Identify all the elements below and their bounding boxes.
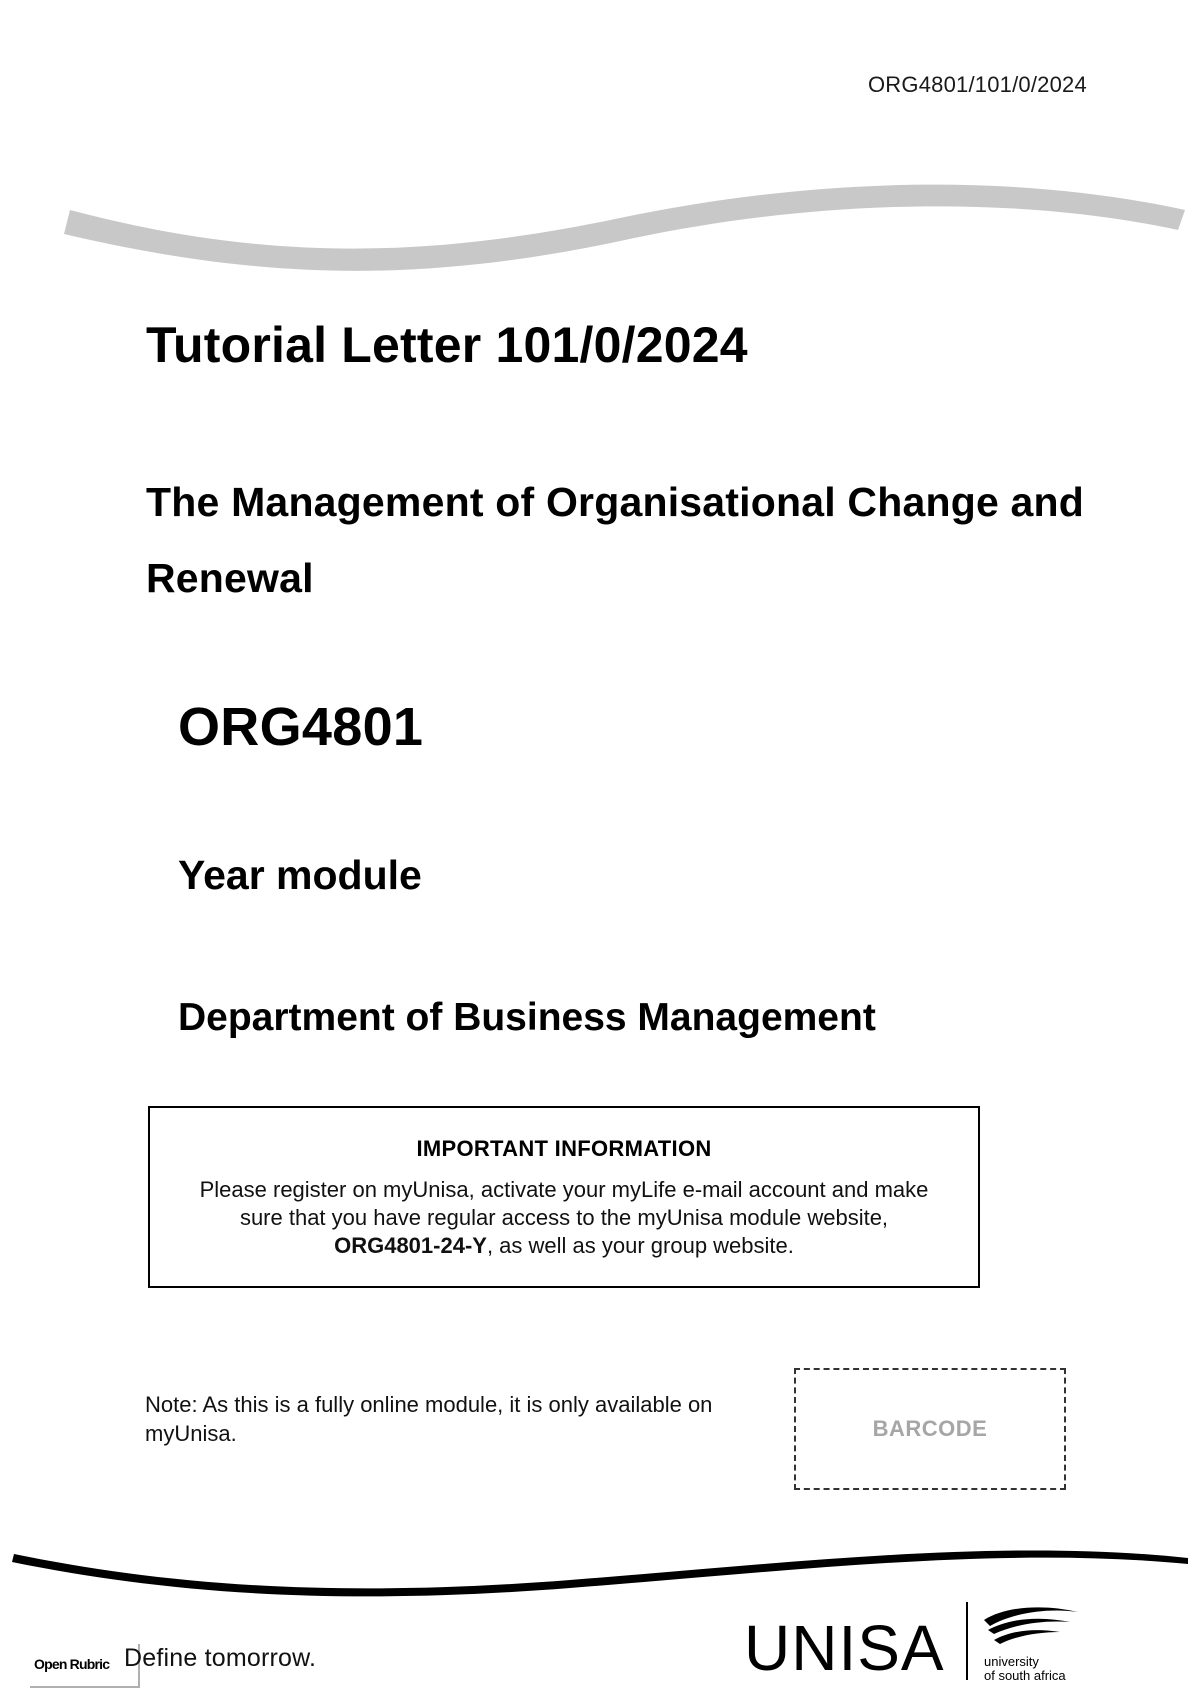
important-information-text: [184, 1176, 944, 1260]
online-module-note: Note: As this is a fully online module, it is only available on myUnisa.: [145, 1392, 713, 1446]
barcode-placeholder: [794, 1368, 1066, 1490]
open-rubric-label: Open Rubric: [34, 1656, 110, 1672]
important-information-box: [148, 1106, 980, 1288]
page-title: Tutorial Letter 101/0/2024: [146, 317, 748, 373]
open-rubric-mark: [20, 1644, 140, 1690]
barcode-label: BARCODE: [872, 1416, 988, 1441]
document-reference: ORG4801/101/0/2024: [868, 72, 1087, 97]
module-code: ORG4801: [178, 697, 424, 757]
info-text-part-1: Please register on myUnisa, activate your myLife e-mail account and make sure that you have regular access to the myUnisa module website,: [199, 1177, 929, 1230]
department-name: Department of Business Management: [178, 996, 876, 1039]
tagline: Define tomorrow.: [124, 1644, 317, 1672]
logo-divider: [966, 1602, 968, 1680]
logo-subtext-line-1: university: [984, 1654, 1039, 1669]
module-website-code: ORG4801-24-Y: [334, 1233, 487, 1258]
rubric-corner-line-horizontal: [30, 1686, 140, 1688]
important-information-heading: IMPORTANT INFORMATION: [416, 1136, 712, 1161]
logo-subtext-line-2: of south africa: [984, 1668, 1066, 1683]
unisa-logo: [744, 1600, 1088, 1686]
unisa-wordmark: UNISA: [744, 1612, 945, 1684]
module-type: Year module: [178, 852, 422, 898]
bottom-wave-decoration: [10, 1528, 1192, 1608]
logo-wing-icon: [984, 1607, 1078, 1644]
module-name: The Management of Organisational Change and Renewal: [146, 479, 1085, 601]
info-text-part-2: , as well as your group website.: [486, 1233, 794, 1258]
top-wave-decoration: [60, 168, 1190, 278]
